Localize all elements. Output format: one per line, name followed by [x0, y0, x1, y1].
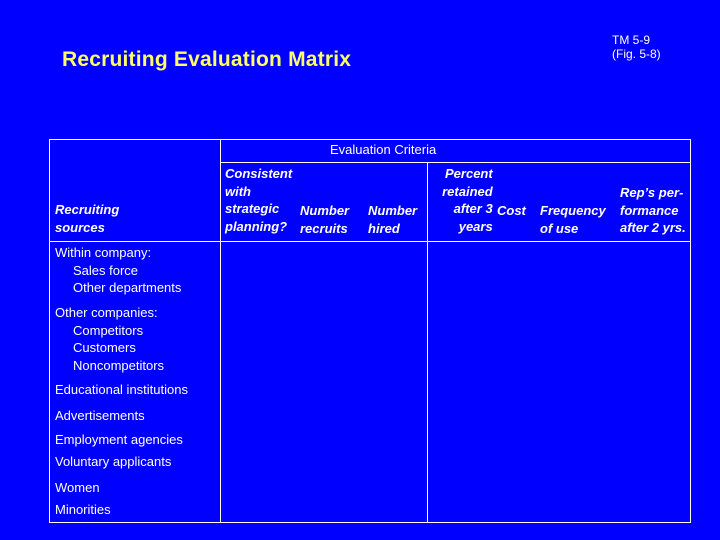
row-advertisements: Advertisements: [55, 408, 145, 423]
row-customers: Customers: [73, 340, 136, 355]
row-within-company: Within company: Sales force Other departments: [55, 245, 182, 295]
column-rep-performance: Rep’s per- formance after 2 yrs.: [620, 185, 686, 235]
column-percent-retained: Percent retained after 3 years: [442, 166, 493, 234]
row-noncompetitors: Noncompetitors: [73, 357, 165, 373]
row-competitors: Competitors: [73, 322, 144, 338]
row-minorities: Minorities: [55, 502, 111, 517]
slide-title: Recruiting Evaluation Matrix: [62, 48, 352, 71]
row-sales-force: Sales force: [73, 262, 139, 278]
row-other-companies: Other companies: Competitors Customers Noncompetitors: [55, 305, 165, 373]
column-number-recruits: Number recruits: [300, 203, 350, 236]
row-other-departments: Other departments: [73, 280, 182, 295]
row-employment-agencies: Employment agencies: [55, 432, 183, 447]
criteria-divider: [220, 162, 690, 163]
tm-number: TM 5-9: [612, 33, 651, 47]
column-consistent-strategic: Consistent with strategic planning?: [225, 166, 293, 234]
header-divider: [49, 241, 691, 242]
row-voluntary-applicants: Voluntary applicants: [55, 454, 172, 469]
row-women: Women: [55, 480, 100, 495]
figure-reference: (Fig. 5-8): [612, 47, 661, 61]
tm-reference: [612, 33, 661, 61]
recruiting-sources-header: Recruiting sources: [55, 202, 120, 235]
column-cost: Cost: [497, 203, 526, 218]
column-divider: [220, 139, 221, 523]
column-number-hired: Number hired: [368, 203, 418, 236]
evaluation-criteria-header: Evaluation Criteria: [330, 142, 437, 157]
column-divider: [427, 162, 428, 523]
row-educational-institutions: Educational institutions: [55, 382, 188, 397]
column-frequency-of-use: Frequency of use: [540, 203, 606, 236]
